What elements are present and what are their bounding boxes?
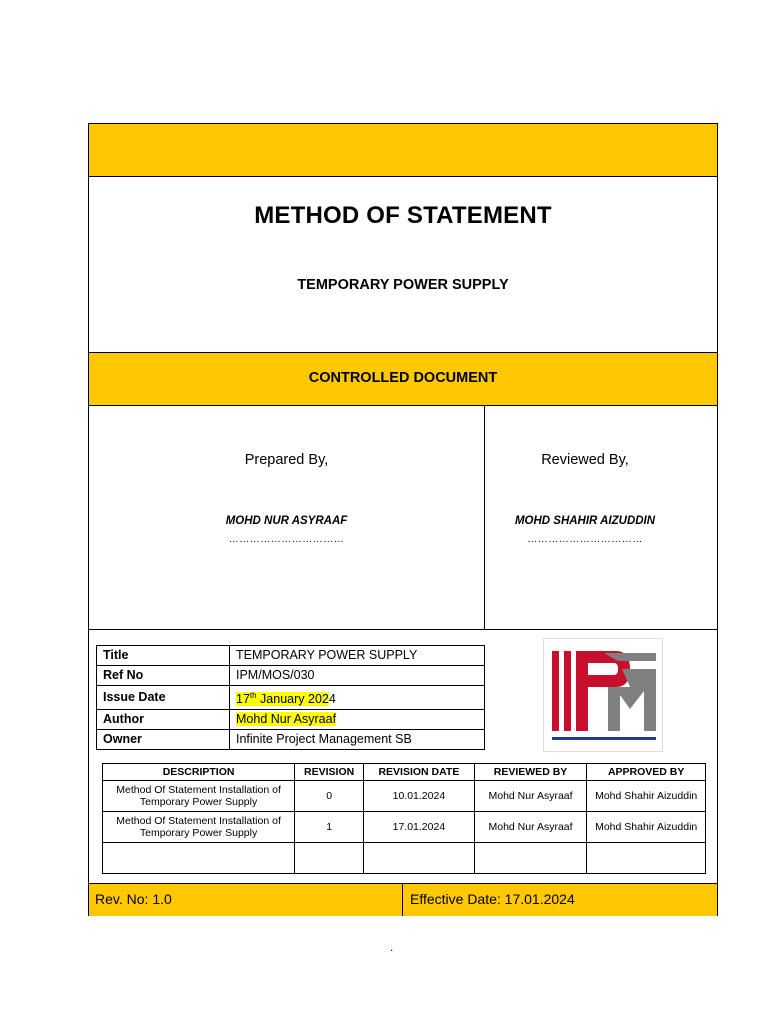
document-info-table	[96, 645, 485, 750]
revision-header-row	[103, 764, 706, 781]
col-approved-by: APPROVED BY	[587, 764, 706, 781]
reviewed-by-name: MOHD SHAHIR AIZUDDIN	[514, 515, 656, 527]
col-revision-date: REVISION DATE	[364, 764, 475, 781]
header-band	[89, 124, 717, 176]
info-key: Ref No	[97, 666, 230, 686]
revision-reviewer	[474, 843, 587, 874]
revision-approver: Mohd Shahir Aizuddin	[587, 812, 706, 843]
revision-approver	[587, 843, 706, 874]
revision-number-label: Rev. No: 1.0	[95, 891, 172, 907]
table-row	[103, 843, 706, 874]
document-frame	[88, 123, 718, 916]
col-description: DESCRIPTION	[103, 764, 295, 781]
document-title: METHOD OF STATEMENT	[254, 202, 552, 229]
col-reviewed-by: REVIEWED BY	[474, 764, 587, 781]
info-row	[97, 730, 485, 750]
revision-reviewer: Mohd Nur Asyraaf	[474, 812, 587, 843]
info-row	[97, 710, 485, 730]
info-row	[97, 666, 485, 686]
prepared-signature-line: ……………………………	[228, 534, 345, 545]
revision-description: Method Of Statement Installation of Temporary Power Supply	[103, 781, 295, 812]
info-key: Owner	[97, 730, 230, 750]
prepared-by-label: Prepared By,	[244, 452, 329, 468]
info-value: 17th January 2024	[230, 686, 485, 710]
table-row	[103, 812, 706, 843]
page-dot: .	[390, 940, 394, 954]
revision-description	[103, 843, 295, 874]
revision-number	[295, 843, 364, 874]
ipm-logo-icon	[544, 639, 662, 751]
info-value: TEMPORARY POWER SUPPLY	[230, 646, 485, 666]
info-row	[97, 646, 485, 666]
revision-table	[102, 763, 706, 874]
prepared-by-name: MOHD NUR ASYRAAF	[225, 515, 348, 527]
info-value: IPM/MOS/030	[230, 666, 485, 686]
revision-approver: Mohd Shahir Aizuddin	[587, 781, 706, 812]
revision-date: 17.01.2024	[364, 812, 475, 843]
revision-date: 10.01.2024	[364, 781, 475, 812]
footer-band	[89, 884, 717, 916]
info-value: Mohd Nur Asyraaf	[230, 710, 485, 730]
info-key: Title	[97, 646, 230, 666]
revision-number: 0	[295, 781, 364, 812]
document-subtitle: TEMPORARY POWER SUPPLY	[297, 277, 509, 293]
table-row	[103, 781, 706, 812]
info-row	[97, 686, 485, 710]
reviewed-signature-line: ……………………………	[527, 534, 643, 545]
info-value: Infinite Project Management SB	[230, 730, 485, 750]
revision-reviewer: Mohd Nur Asyraaf	[474, 781, 587, 812]
info-key: Issue Date	[97, 686, 230, 710]
controlled-document-label: CONTROLLED DOCUMENT	[308, 370, 498, 386]
revision-description: Method Of Statement Installation of Temporary Power Supply	[103, 812, 295, 843]
company-logo	[543, 638, 663, 752]
info-key: Author	[97, 710, 230, 730]
revision-number: 1	[295, 812, 364, 843]
col-revision: REVISION	[295, 764, 364, 781]
revision-date	[364, 843, 475, 874]
effective-date-label: Effective Date: 17.01.2024	[410, 891, 575, 907]
reviewed-by-label: Reviewed By,	[541, 452, 629, 468]
issue-date-highlight: 17th January 202	[236, 691, 329, 707]
